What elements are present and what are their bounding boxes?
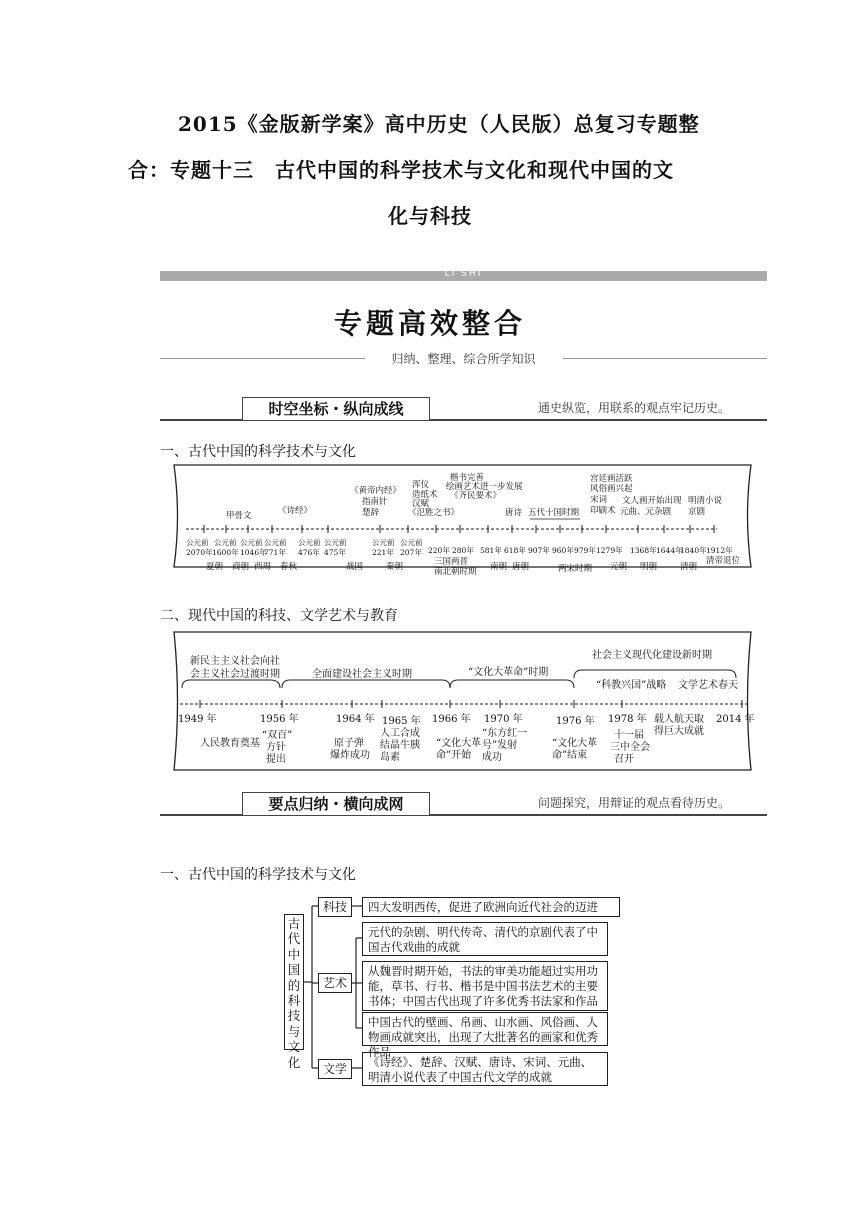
subtitle: 归纳、整理、综合所学知识	[391, 352, 536, 366]
event-shuangbai-3: 提出	[266, 754, 286, 765]
date-1279: 1279年	[596, 546, 623, 555]
label-qimin: 《齐民要术》	[450, 491, 502, 501]
heading-modern: 二、现代中国的科技、文学艺术与教育	[160, 608, 398, 624]
root-char: 的	[287, 977, 301, 993]
root-char: 化	[287, 1054, 301, 1070]
event-insulin-1: 人工合成	[380, 728, 420, 739]
root-char: 科	[287, 993, 301, 1009]
label-jiaguwen: 甲骨文	[226, 511, 252, 521]
root-char: 古	[287, 916, 301, 931]
label-zaozhi: 造纸术	[412, 490, 438, 500]
date-475: 475年	[324, 548, 346, 557]
branch-wenxue: 文学	[318, 1059, 352, 1079]
date-1644: 1644年	[656, 546, 683, 555]
period-transition-2: 会主义社会过渡时期	[190, 669, 280, 680]
event-cr-end-2: 命”结束	[552, 750, 588, 761]
event-dfh-1: “东方红一	[482, 728, 528, 739]
date-476: 476年	[298, 548, 320, 557]
event-plenum-3: 召开	[614, 754, 634, 765]
label-tangshi: 唐诗	[505, 508, 523, 518]
dyn-ming: 明朝	[640, 562, 658, 572]
year-1978: 1978 年	[608, 714, 647, 725]
item-wenxue-1: 《诗经》、楚辞、汉赋、唐诗、宋词、元曲、明清小说代表了中国古代文学的成就	[362, 1052, 608, 1086]
section-note: 通史纵览，用联系的观点牢记历史。	[538, 401, 731, 415]
dyn-yuan: 元朝	[610, 562, 628, 572]
year-1970: 1970 年	[484, 714, 523, 725]
event-insulin-3: 岛素	[380, 752, 400, 763]
event-space-1: 载人航天取	[654, 714, 704, 725]
root-char: 国	[287, 962, 301, 978]
branch-yishu: 艺术	[318, 973, 352, 993]
bc-4: 公元前	[264, 538, 287, 547]
label-gongting: 宫廷画活跃	[590, 474, 633, 484]
dyn-xia: 夏朝	[206, 562, 224, 572]
label-kejiao: “科教兴国”战略	[596, 680, 667, 691]
item-yishu-1: 元代的杂剧、明代传奇、清代的京剧代表了中国古代戏曲的成就	[362, 922, 608, 956]
section-note: 问题探究，用辩证的观点看待历史。	[538, 796, 731, 810]
dyn-qin: 秦朝	[386, 562, 404, 572]
year-1949: 1949 年	[178, 714, 217, 725]
year-2014: 2014 年	[716, 714, 755, 725]
bc-5: 公元前	[298, 538, 321, 547]
event-cr-start-1: “文化大革	[436, 738, 482, 749]
dyn-sanguo: 三国两晋	[434, 557, 469, 567]
event-shuangbai-1: “双百”	[262, 730, 293, 741]
label-songci: 宋词	[590, 495, 608, 505]
period-cultural-revolution: “文化大革命”时期	[468, 667, 549, 678]
date-1046: 1046年	[240, 548, 267, 557]
year-1964: 1964 年	[336, 714, 375, 725]
bc-3: 公元前	[240, 538, 263, 547]
bc-7: 公元前	[372, 538, 395, 547]
date-1912: 1912年	[706, 546, 733, 555]
event-atomic-2: 爆炸成功	[330, 750, 370, 761]
event-plenum-2: 三中全会	[610, 742, 650, 753]
year-1965: 1965 年	[382, 716, 421, 727]
dyn-nanchao: 南朝	[490, 562, 508, 572]
root-char: 中	[287, 946, 301, 962]
date-907: 907年	[528, 546, 550, 555]
banner-text: LI SHI	[444, 269, 483, 279]
year-1976: 1976 年	[556, 716, 595, 727]
label-jingju: 京剧	[688, 507, 706, 517]
date-960: 960年	[552, 546, 574, 555]
item-keji-1: 四大发明西传，促进了欧洲向近代社会的迈进	[362, 897, 620, 917]
event-plenum-1: 十一届	[614, 730, 644, 741]
bc-1: 公元前	[186, 538, 209, 547]
label-mingqing: 明清小说	[688, 496, 723, 506]
root-char: 代	[287, 931, 301, 947]
dyn-chunqiu: 春秋	[280, 562, 298, 572]
date-280: 280年	[452, 546, 474, 555]
heading-summary: 一、古代中国的科学技术与文化	[160, 867, 356, 883]
item-yishu-2: 从魏晋时期开始，书法的审美功能超过实用功能，草书、行书、楷书是中国书法艺术的主要书体；中国古代出现了许多优秀书法家和作品	[362, 961, 608, 1011]
label-chuci: 楚辞	[362, 508, 380, 518]
period-transition-1: 新民主主义社会向社	[190, 656, 280, 667]
label-huihua: 绘画艺术进一步发展	[446, 482, 523, 492]
dyn-qing: 清朝	[680, 562, 698, 572]
root-char: 文	[287, 1039, 301, 1055]
date-1368: 1368年	[630, 546, 657, 555]
label-kaishu: 楷书完善	[450, 473, 485, 483]
doc-title-line-1: 2015《金版新学案》高中历史（人民版）总复习专题整	[178, 112, 700, 136]
label-wenrenhua: 文人画开始出现	[622, 496, 682, 506]
root-char: 技	[287, 1008, 301, 1024]
label-shijing: 《诗经》	[278, 506, 313, 516]
event-space-2: 得巨大成就	[654, 726, 704, 737]
heading-ancient: 一、古代中国的科学技术与文化	[160, 444, 356, 460]
dyn-tang: 唐朝	[512, 562, 530, 572]
bc-6: 公元前	[324, 538, 347, 547]
event-dfh-2: 号”发射	[482, 740, 518, 751]
label-wudai: 五代十国时期	[528, 508, 580, 518]
date-979: 979年	[574, 546, 596, 555]
branch-keji: 科技	[318, 897, 352, 917]
dyn-xizhou: 西周	[254, 562, 272, 572]
root-char: 与	[287, 1023, 301, 1039]
label-fengsu: 风俗画兴起	[590, 484, 633, 494]
label-zhinanzhen: 指南针	[362, 497, 388, 507]
period-modernization: 社会主义现代化建设新时期	[592, 650, 712, 661]
label-yinshua: 印刷术	[590, 506, 616, 516]
date-1840: 1840年	[680, 546, 707, 555]
event-atomic-1: 原子弹	[334, 738, 364, 749]
date-2070: 2070年	[186, 548, 213, 557]
date-771: 771年	[264, 548, 286, 557]
date-1600: 1600年	[212, 548, 239, 557]
date-207: 207年	[400, 548, 422, 557]
event-cr-start-2: 命”开始	[436, 750, 472, 761]
period-construction: 全面建设社会主义时期	[312, 669, 412, 680]
label-wenyi: 文学艺术春天	[678, 680, 738, 691]
date-618: 618年	[504, 546, 526, 555]
item-yishu-3: 中国古代的壁画、帛画、山水画、风俗画、人物画成就突出，出现了大批著名的画家和优秀作品	[362, 1012, 608, 1046]
dyn-song: 两宋时期	[558, 564, 593, 574]
label-hanfu: 汉赋	[412, 499, 430, 509]
event-education: 人民教育奠基	[200, 738, 260, 749]
section-tab: 要点归纳・横向成网	[242, 792, 430, 815]
label-yuanqu: 元曲、元杂剧	[620, 507, 672, 517]
main-title: 专题高效整合	[333, 307, 526, 340]
dyn-tuiwei: 清帝退位	[706, 556, 741, 566]
event-dfh-3: 成功	[482, 752, 502, 763]
dyn-shang: 商朝	[232, 562, 250, 572]
label-fansheng: 《氾胜之书》	[408, 508, 460, 518]
event-shuangbai-2: 方针	[266, 742, 286, 753]
year-1966: 1966 年	[432, 714, 471, 725]
dyn-zhanguo: 战国	[346, 562, 364, 572]
year-1956: 1956 年	[260, 714, 299, 725]
dyn-nanbei: 南北朝时期	[434, 567, 477, 577]
doc-title-line-3: 化与科技	[388, 204, 472, 228]
label-hunyi: 浑仪	[412, 480, 430, 490]
bc-8: 公元前	[400, 538, 423, 547]
date-581: 581年	[480, 546, 502, 555]
doc-title-line-2: 合：专题十三 古代中国的科学技术与文化和现代中国的文	[128, 158, 674, 182]
date-221: 221年	[372, 548, 394, 557]
event-cr-end-1: “文化大革	[552, 738, 598, 749]
label-huangdi: 《黄帝内经》	[350, 486, 402, 496]
date-220: 220年	[428, 546, 450, 555]
event-insulin-2: 结晶牛胰	[380, 740, 420, 751]
bc-2: 公元前	[214, 538, 237, 547]
section-tab: 时空坐标・纵向成线	[242, 397, 430, 420]
